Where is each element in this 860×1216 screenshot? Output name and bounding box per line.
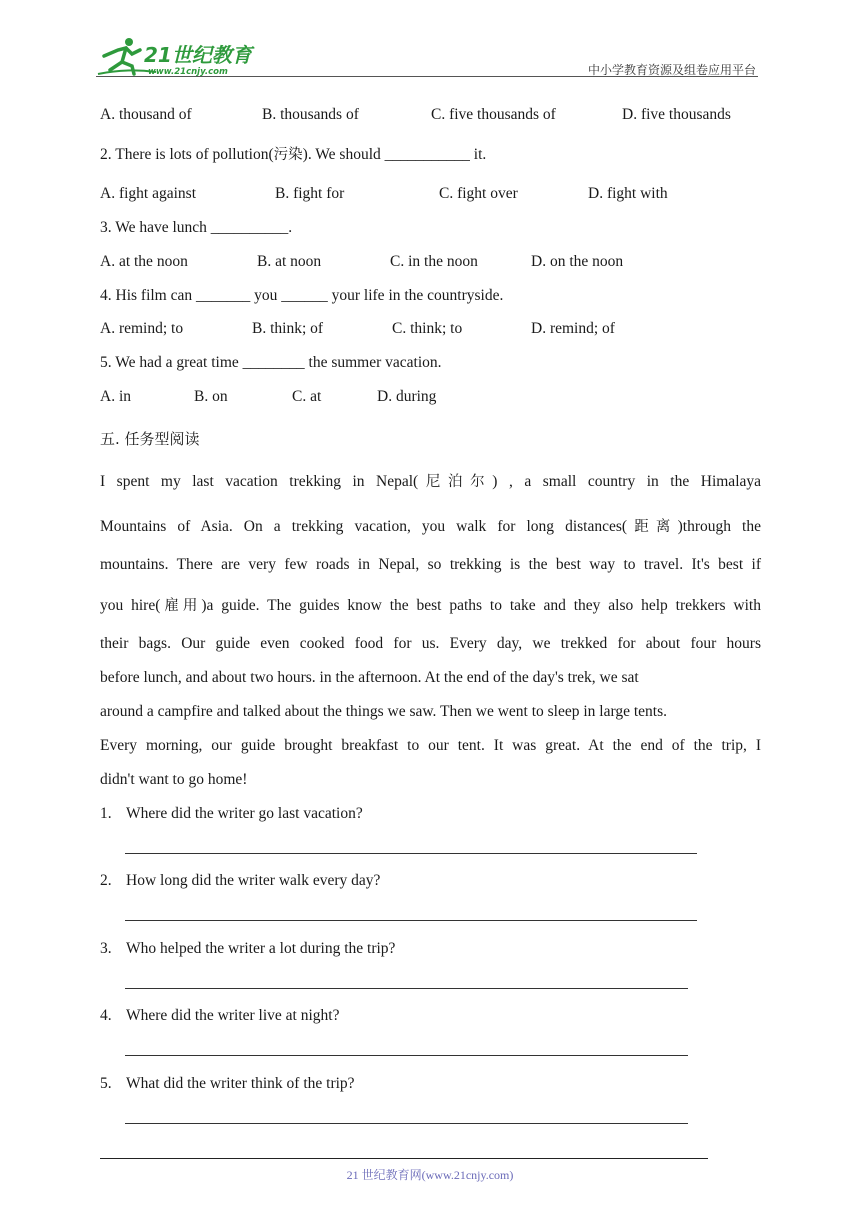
option-b: B. on xyxy=(194,388,228,405)
passage-line: mountains. There are very few roads in Nepal, so trekking is the best way to travel. It's best if xyxy=(100,556,761,573)
site-logo xyxy=(96,36,266,78)
option-c: C. five thousands of xyxy=(431,106,556,123)
option-a: A. thousand of xyxy=(100,106,192,123)
passage-line: around a campfire and talked about the things we saw. Then we went to sleep in large tents. xyxy=(100,703,668,720)
question-item: 1. Where did the writer go last vacation? xyxy=(100,805,363,822)
q4-stem: 4. His film can _______ you ______ your life in the countryside. xyxy=(100,287,504,304)
passage-line: Mountains of Asia. On a trekking vacation, you walk for long distances(距离)through the xyxy=(100,518,761,535)
option-b: B. think; of xyxy=(252,320,324,337)
section-title: 五. 任务型阅读 xyxy=(100,430,200,448)
answer-line[interactable] xyxy=(125,853,697,854)
option-c: C. fight over xyxy=(439,185,518,202)
option-d: D. five thousands xyxy=(622,106,731,123)
footer-text: 21 世纪教育网(www.21cnjy.com) xyxy=(346,1168,514,1182)
logo-url: www.21cnjy.com xyxy=(148,67,228,77)
q2-stem: 2. There is lots of pollution(污染). We should ___________ it. xyxy=(100,146,487,163)
question-item: 3. Who helped the writer a lot during the trip? xyxy=(100,940,396,957)
question-item: 4. Where did the writer live at night? xyxy=(100,1007,340,1024)
answer-line[interactable] xyxy=(125,1055,688,1056)
answer-line[interactable] xyxy=(125,920,697,921)
option-c: C. at xyxy=(292,388,322,405)
header-divider xyxy=(96,76,758,77)
option-b: B. at noon xyxy=(257,253,322,270)
runner-icon xyxy=(96,36,266,78)
option-a: A. fight against xyxy=(100,185,196,202)
passage-line: I spent my last vacation trekking in Nepal(尼泊尔) , a small country in the Himalaya xyxy=(100,473,762,490)
header-platform-text: 中小学教育资源及组卷应用平台 xyxy=(587,63,756,77)
passage-line: you hire(雇用)a guide. The guides know the best paths to take and they also help trekkers with xyxy=(100,597,761,614)
option-d: D. remind; of xyxy=(531,320,615,337)
question-item: 5. What did the writer think of the trip? xyxy=(100,1075,355,1092)
q3-stem: 3. We have lunch __________. xyxy=(100,219,293,236)
question-item: 2. How long did the writer walk every day? xyxy=(100,872,381,889)
answer-line[interactable] xyxy=(125,988,688,989)
option-c: C. think; to xyxy=(392,320,463,337)
option-b: B. fight for xyxy=(275,185,345,202)
passage-line: didn't want to go home! xyxy=(100,771,248,788)
passage-line: Every morning, our guide brought breakfast to our tent. It was great. At the end of the trip, I xyxy=(100,737,761,754)
option-a: A. remind; to xyxy=(100,320,184,337)
option-d: D. fight with xyxy=(588,185,668,202)
q5-stem: 5. We had a great time ________ the summer vacation. xyxy=(100,354,442,371)
answer-line[interactable] xyxy=(125,1123,688,1124)
option-d: D. on the noon xyxy=(531,253,624,270)
footer-divider xyxy=(100,1158,708,1159)
logo-text: 21世纪教育 xyxy=(144,43,252,67)
option-a: A. in xyxy=(100,388,131,405)
option-d: D. during xyxy=(377,388,437,405)
passage-line: before lunch, and about two hours. in the afternoon. At the end of the day's trek, we sat xyxy=(100,669,639,686)
option-a: A. at the noon xyxy=(100,253,188,270)
option-c: C. in the noon xyxy=(390,253,478,270)
passage-line: their bags. Our guide even cooked food for us. Every day, we trekked for about four hours xyxy=(100,635,761,652)
option-b: B. thousands of xyxy=(262,106,359,123)
